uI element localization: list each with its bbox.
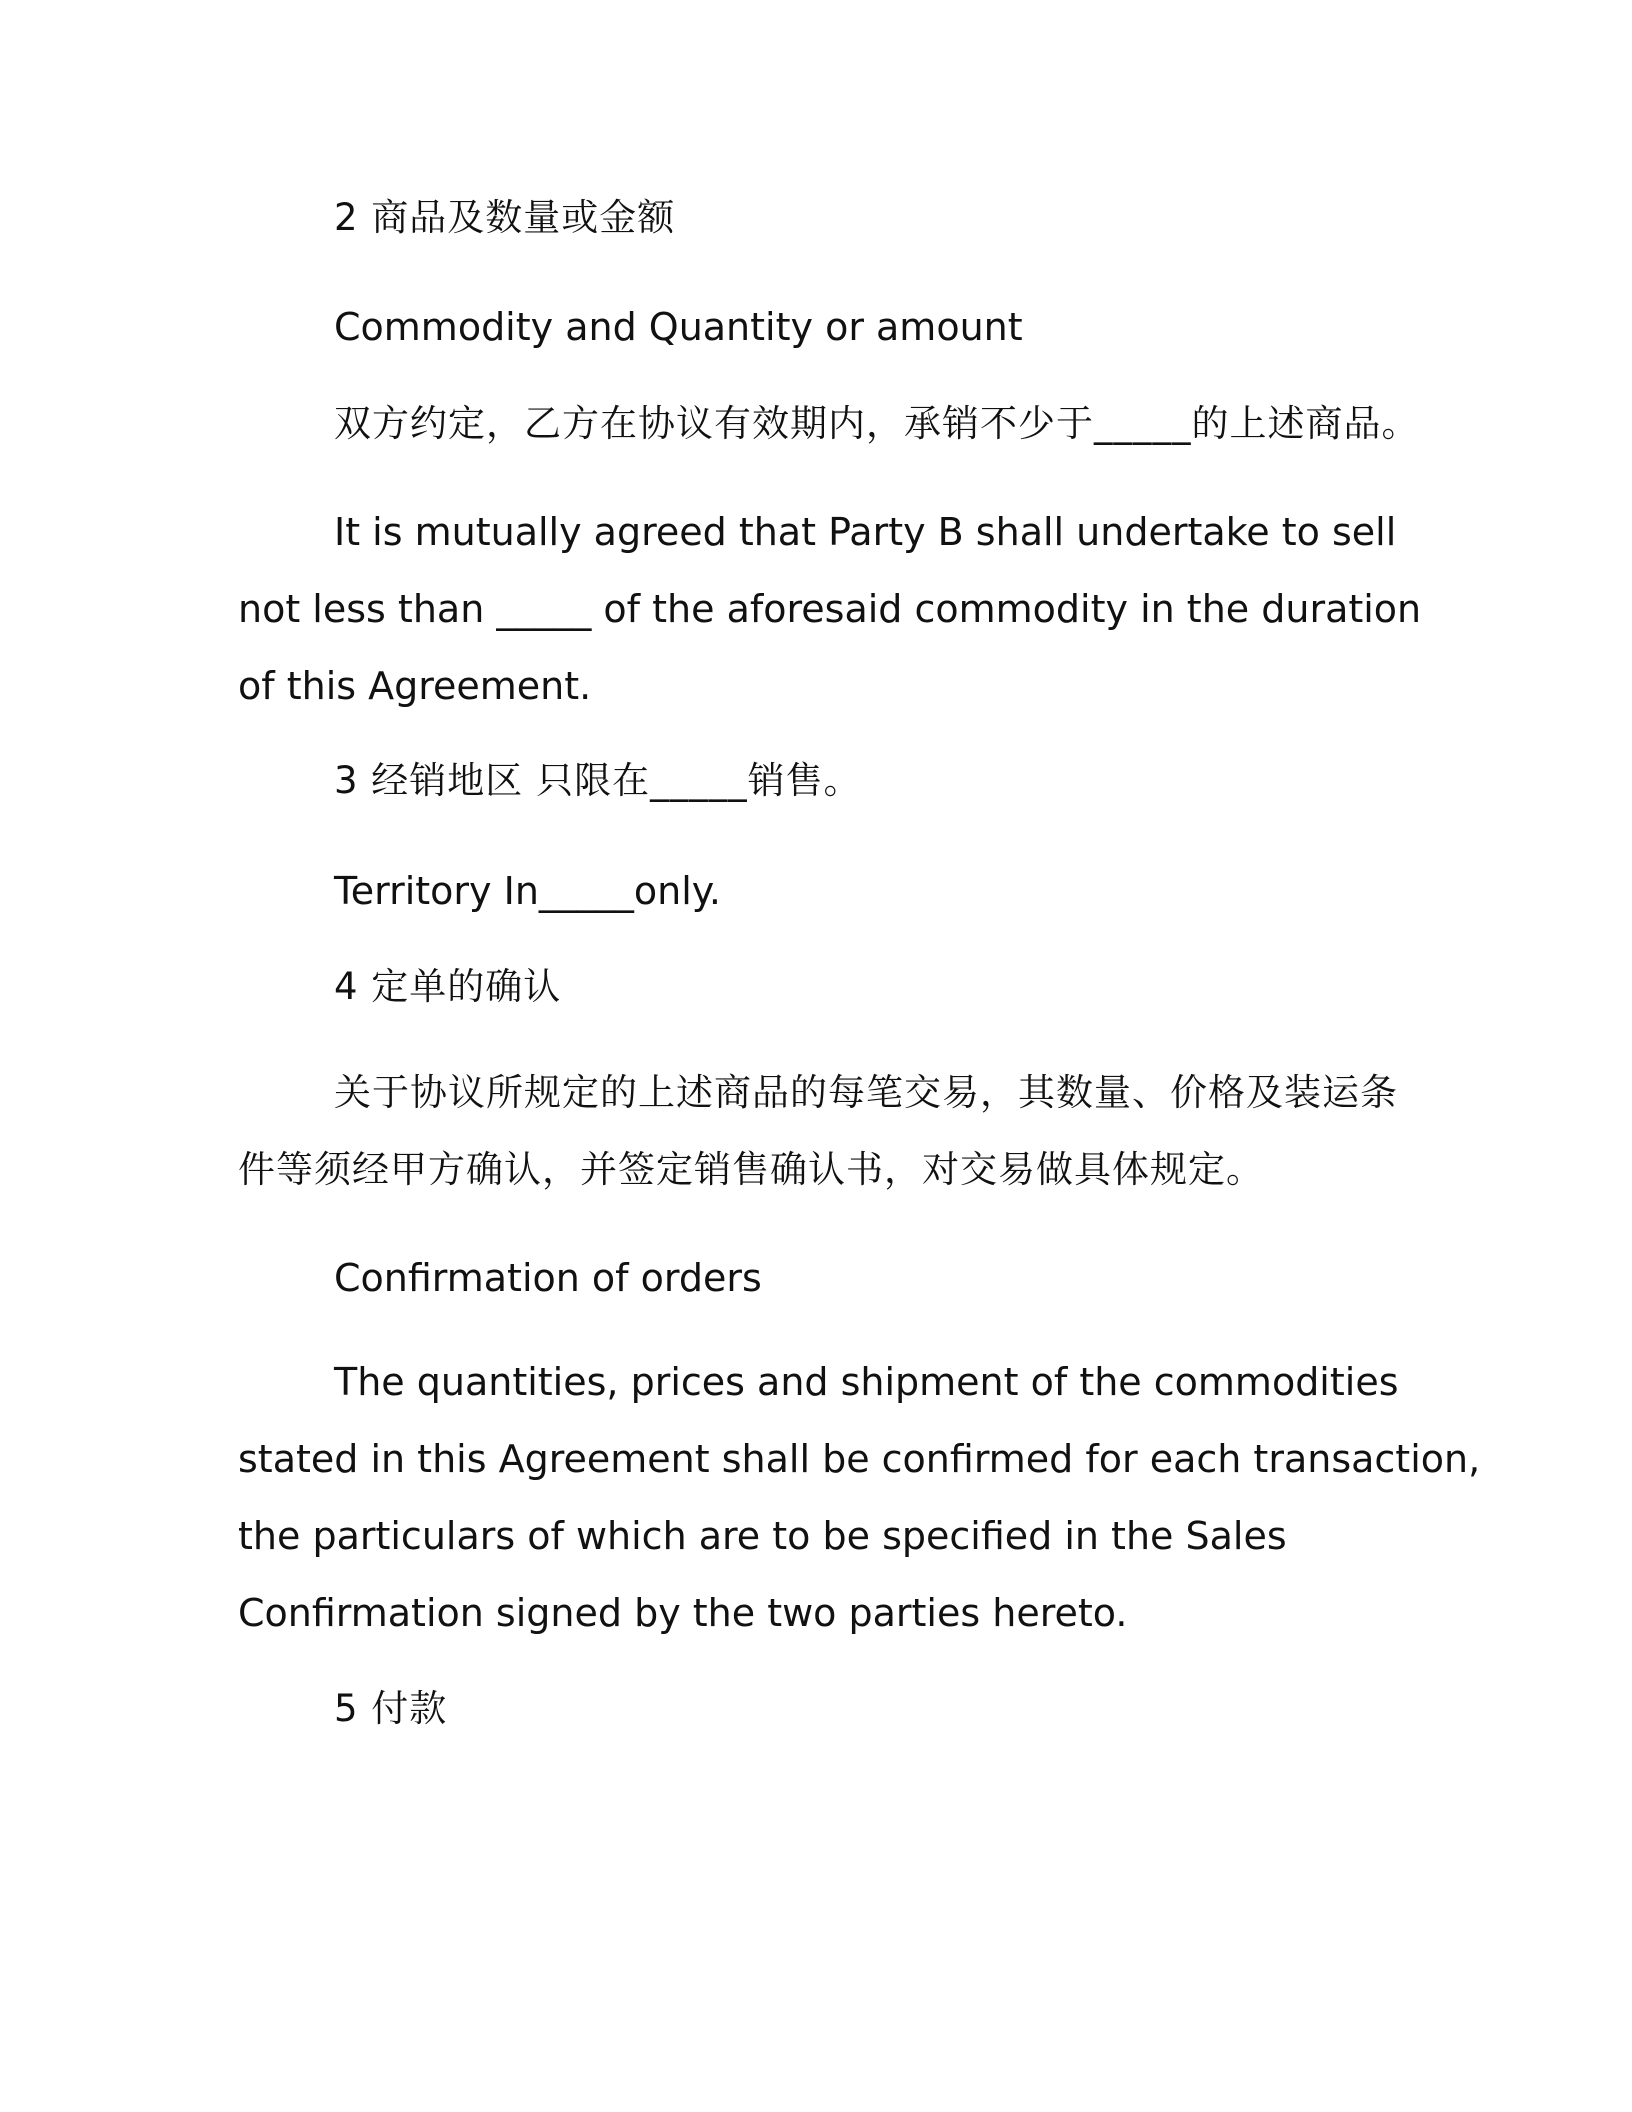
section-3-heading-en: Territory In_____only.: [334, 869, 721, 913]
section-4-paragraph-en-line-3: the particulars of which are to be specified in the Sales: [238, 1514, 1287, 1558]
section-4-heading-en: Confirmation of orders: [334, 1256, 762, 1300]
section-2-heading-en: Commodity and Quantity or amount: [334, 305, 1023, 349]
section-4-paragraph-cn-line-2: 件等须经甲方确认，并签定销售确认书，对交易做具体规定。: [238, 1148, 1264, 1191]
section-4-heading: 4 定单的确认: [334, 965, 562, 1008]
section-2-heading: 2 商品及数量或金额: [334, 196, 676, 239]
section-4-paragraph-en-line-1: The quantities, prices and shipment of the commodities: [334, 1360, 1399, 1404]
section-2-paragraph-en-line-3: of this Agreement.: [238, 664, 592, 708]
section-2-paragraph-cn: 双方约定，乙方在协议有效期内，承销不少于_____的上述商品。: [334, 402, 1420, 445]
section-5-heading: 5 付款: [334, 1687, 448, 1730]
section-4-paragraph-en-line-4: Confirmation signed by the two parties hereto.: [238, 1591, 1128, 1635]
section-4-paragraph-en-line-2: stated in this Agreement shall be confirmed for each transaction,: [238, 1437, 1481, 1481]
section-2-paragraph-en-line-2: not less than _____ of the aforesaid commodity in the duration: [238, 587, 1422, 631]
section-3-heading: 3 经销地区 只限在_____销售。: [334, 759, 862, 802]
section-2-paragraph-en-line-1: It is mutually agreed that Party B shall undertake to sell: [334, 510, 1397, 554]
section-4-paragraph-cn-line-1: 关于协议所规定的上述商品的每笔交易，其数量、价格及装运条: [334, 1071, 1398, 1114]
